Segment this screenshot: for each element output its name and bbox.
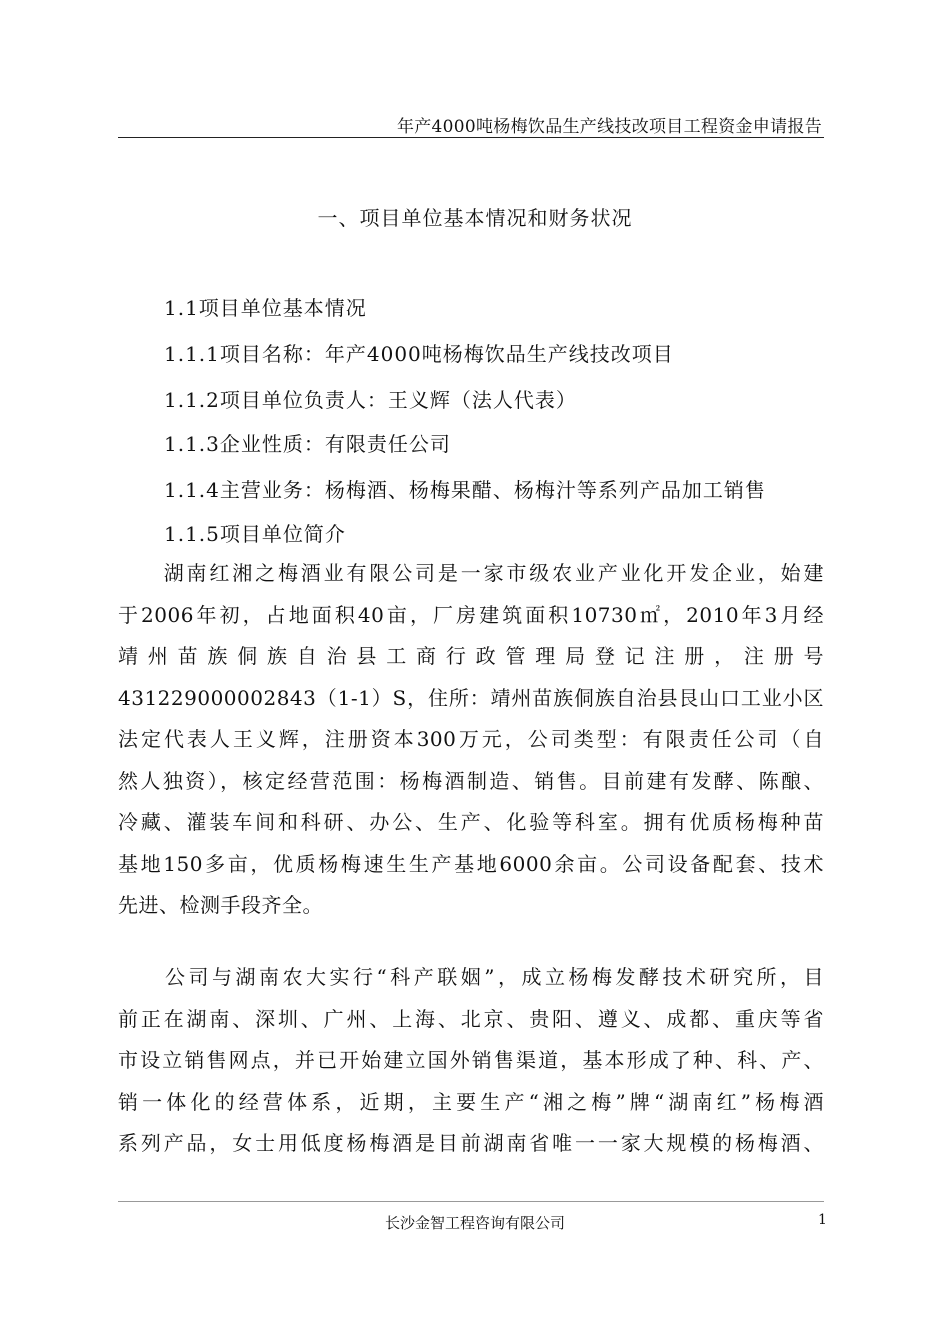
para2-line: 销一体化的经营体系，近期，主要生产“湘之梅”牌“湖南红”杨梅酒 [118, 1089, 824, 1114]
para2-line: 系列产品，女士用低度杨梅酒是目前湖南省唯一一家大规模的杨梅酒、 [118, 1131, 824, 1155]
para2-line: 前正在湖南、深圳、广州、上海、北京、贵阳、遵义、成都、重庆等省 [118, 1006, 824, 1031]
item-1-1-3: 1.1.3企业性质：有限责任公司 [164, 432, 451, 456]
para1-line: 然人独资），核定经营范围：杨梅酒制造、销售。目前建有发酵、陈酿、 [118, 768, 824, 793]
para1-line: 基地150多亩，优质杨梅速生生产基地6000余亩。公司设备配套、技术 [118, 851, 824, 876]
section-title: 一、项目单位基本情况和财务状况 [317, 206, 633, 230]
para1-line: 湖南红湘之梅酒业有限公司是一家市级农业产业化开发企业，始建 [118, 561, 824, 585]
para1-line: 先进、检测手段齐全。 [118, 893, 323, 917]
header-rule [118, 137, 824, 138]
para2-line: 市设立销售网点，并已开始建立国外销售渠道，基本形成了种、科、产、 [118, 1048, 824, 1072]
item-1-1-5: 1.1.5项目单位简介 [164, 522, 346, 546]
para1-line: 于2006年初，占地面积40亩，厂房建筑面积10730㎡，2010年3月经 [118, 602, 824, 627]
item-1-1: 1.1项目单位基本情况 [164, 296, 367, 320]
para1-line: 冷藏、灌装车间和科研、办公、生产、化验等科室。拥有优质杨梅种苗 [118, 810, 824, 834]
para1-line: 431229000002843（1-1）S，住所：靖州苗族侗族自治县艮山口工业小区 [118, 685, 824, 710]
cooperation-paragraph [118, 957, 824, 1165]
para1-line: 靖州苗族侗族自治县工商行政管理局登记注册，注册号 [118, 644, 824, 668]
running-header: 年产4000吨杨梅饮品生产线技改项目工程资金申请报告 [396, 117, 822, 137]
item-1-1-1: 1.1.1项目名称：年产4000吨杨梅饮品生产线技改项目 [164, 342, 674, 366]
page-number: 1 [818, 1212, 827, 1228]
intro-paragraph [118, 553, 824, 927]
item-1-1-2: 1.1.2项目单位负责人：王义辉（法人代表） [164, 388, 577, 412]
footer-rule [118, 1201, 824, 1202]
item-1-1-4: 1.1.4主营业务：杨梅酒、杨梅果醋、杨梅汁等系列产品加工销售 [164, 478, 766, 502]
footer-company: 长沙金智工程咨询有限公司 [384, 1214, 565, 1232]
para1-line: 法定代表人王义辉，注册资本300万元，公司类型：有限责任公司（自 [118, 727, 824, 751]
para2-line: 公司与湖南农大实行“科产联姻”，成立杨梅发酵技术研究所，目 [118, 965, 824, 989]
